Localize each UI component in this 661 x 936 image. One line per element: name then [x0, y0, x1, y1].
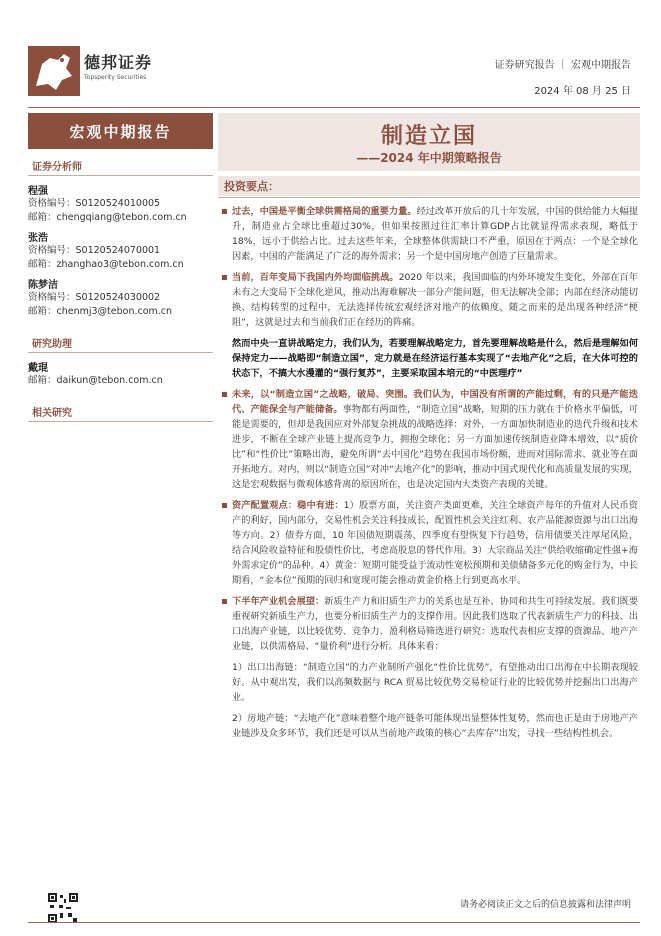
paragraph-text: 事物都有两面性，“制造立国”战略，短期的压力就在于价格水平偏低，可能是需要的，但却是我国应对外部复杂挑战的战略选择：对外，一方面加快制造业的迭代升级和技术进步，不断在全球产业链上提高竞争力，拥抱全球化；另一方面加速传统制造业降本增效，以“质价比”和“性价比”策略出海，避免所谓“去中国化”趋势在我国市场份额，进而对国际需求、就业等在面开拓地方。对内，则以“制造立国”对冲“去地产化”的影响，推动中国式现代化和高质量发展的实现，这是宏观数据与微观体感背离的原因所在，也是决定国内大类资产表现的关键。 — [232, 404, 638, 490]
paragraph-text: 2020 年以来，我国面临的内外环境发生变化，外部在百年未有之大变局下全球化逆风，推动出海难解决一部分产能问题，但无法解决全部；内部在经济动能切换、结构转型的过程中，无法选择传统宏观经济对地产的依赖度，随之而来的是出现各种经济“梗阻”，这就是过去和当前我们正在经历的阵痛。 — [232, 272, 638, 328]
paragraph — [222, 498, 638, 588]
paragraph-highlight: 未来，以“制造立国”之战略，破局、突围。我们认为，中国没有所谓的产能过剩，有的只是产能迭代、产能保全与产能储备。 — [232, 389, 638, 415]
paragraph-text: 然而中央一直讲战略定力，我们认为，若要理解战略定力，首先要理解战略是什么，然后是理解如何保持定力——战略即“制造立国”，定力就是在经济运行基本实现了“去地产化”之后，在大体可控的状态下，不搞大水漫灌的“强行复苏”，主要采取国本培元的“中医理疗” — [232, 338, 638, 379]
analyst-entry — [28, 276, 213, 319]
analyst-cert: 资格编号：S0120524010005 — [28, 198, 161, 209]
assistant-heading: 研究助理 — [28, 333, 213, 353]
assistant-email[interactable]: 邮箱：daikun@tebon.com.cn — [28, 375, 163, 386]
bullet-icon — [222, 599, 227, 604]
bullet-icon — [222, 392, 227, 397]
brand-name-cn: 德邦证券 — [84, 53, 153, 72]
analyst-entry — [28, 229, 213, 272]
paragraph — [222, 711, 638, 741]
paragraph-text: 新质生产力和旧质生产力的关系也是互补、协同和共生可持续发展。我们既要重视研究新质生产力，也要分析旧质生产力的支撑作用。因此我们选取了代表新质生产力的科技、出口出海产业链，以比较优势、竞争力、盈利格局筛选进行研究：选取代表相应支撑的资源品、地产产业链，以供需格局、“量价利”进行分析。具体来看： — [232, 596, 639, 652]
investment-highlights-title: 投资要点： — [224, 180, 279, 193]
paragraph-text: 经过改革开放后的几十年发展，中国的供给能力大幅提升，制造业占全球比重超过30%，但如果按照过往汇率计算GDP占比就显得需求表现，略低于 18%，远小于供给占比。过去这些年来，全球整体供需缺口不严重，原因在于两点：一个是全球化因素，中国的产能满足了广泛的海外需求；另一个是中国房地产创造了巨量需求。 — [232, 206, 639, 262]
analyst-cert: 资格编号：S0120524030002 — [28, 292, 161, 303]
paragraph-highlight: 过去，中国是平衡全球供需格局的重要力量。 — [232, 206, 417, 217]
paragraph-text: 1）出口出海链：“制造立国”的力产业制所产强化“性价比优势”，有望推动出口出海在中长期表现较好。从中观出发，我们以高频数据与 RCA 贸易比较优势交易检证行业的比较优势并挖掘出口出海产业。 — [232, 662, 638, 703]
paragraph-text: 2）房地产链：“去地产化”意味着整个地产链条可能体现出显整体性复势，然而也正是由于房地产产业链涉及众多环节，我们还是可以从当前地产政策的核心“去库存”出发，寻找一些结构性机会。 — [232, 713, 638, 739]
analyst-email[interactable]: 邮箱：chengqiang@tebon.com.cn — [28, 212, 187, 223]
analyst-cert: 资格编号：S0120524070001 — [28, 245, 161, 256]
paragraph-text: 1）股票方面，关注资产类面更难，关注全球资产每年的升值对人民币资产的利好，国内部分，交易性机会关注科技成长，配置性机会关注红利、农产品能源资源与出口出海等方向。2）债券方面，10 年国债短期震荡，四季度有望恢复下行趋势，信用债要关注厚尾风险，结合风险收益特征和股债性价比，考虑高股息的替代作用。3）大宗商品关注“供给收缩确定性强+海外需求定价”的品种。4）黄金：短期可能受益于流动性宽松预期和美债储备多元化的购金行为，中长期看，“金本位”预期的回归和宽现可能会推动黄金价格上行到更高水平。 — [232, 500, 638, 586]
bullet-icon — [222, 275, 227, 280]
main-content — [222, 204, 638, 747]
analyst-email[interactable]: 邮箱：chenmj3@tebon.com.cn — [28, 306, 173, 317]
left-banner: 宏观中期报告 — [28, 113, 213, 149]
paragraph — [222, 387, 638, 492]
analyst-name: 张浩 — [28, 233, 48, 244]
paragraph-highlight: 下半年产业机会展望： — [232, 596, 325, 607]
report-date: 2024 年 08 月 25 日 — [534, 86, 631, 97]
analyst-email[interactable]: 邮箱：zhanghao3@tebon.com.cn — [28, 259, 184, 270]
brand — [84, 50, 152, 81]
report-type: 证券研究报告 ｜ 宏观中期报告 — [494, 60, 631, 71]
paragraph — [222, 594, 638, 654]
paragraph — [222, 336, 638, 381]
report-header — [0, 0, 661, 110]
brand-name-en: Topsperity Securities — [84, 74, 147, 81]
header-divider — [28, 107, 640, 108]
paragraph — [222, 660, 638, 705]
report-subtitle: ——2024 年中期策略报告 — [356, 151, 502, 165]
related-research-heading: 相关研究 — [28, 402, 213, 422]
footer-disclaimer: 请务必阅读正文之后的信息披露和法律声明 — [459, 900, 631, 910]
paragraph — [222, 204, 638, 264]
report-title: 制造立国 — [380, 124, 477, 149]
sidebar — [28, 156, 213, 428]
analyst-name: 陈梦洁 — [28, 280, 58, 291]
paragraph — [222, 270, 638, 330]
assistant-name: 戴琨 — [28, 363, 48, 374]
title-bar — [218, 113, 640, 171]
analysts-heading: 证券分析师 — [28, 156, 213, 176]
qr-code-icon — [48, 893, 78, 923]
paragraph-highlight: 资产配置观点：稳中有进： — [232, 500, 344, 511]
analyst-entry — [28, 182, 213, 225]
paragraph-highlight: 当前，百年变局下我国内外均面临挑战。 — [232, 272, 399, 283]
footer-divider — [28, 922, 640, 923]
bullet-icon — [222, 209, 227, 214]
company-logo — [28, 46, 80, 96]
bullet-icon — [222, 503, 227, 508]
investment-divider — [218, 197, 640, 198]
investment-highlights-bar — [218, 176, 640, 196]
analyst-name: 程强 — [28, 186, 48, 197]
